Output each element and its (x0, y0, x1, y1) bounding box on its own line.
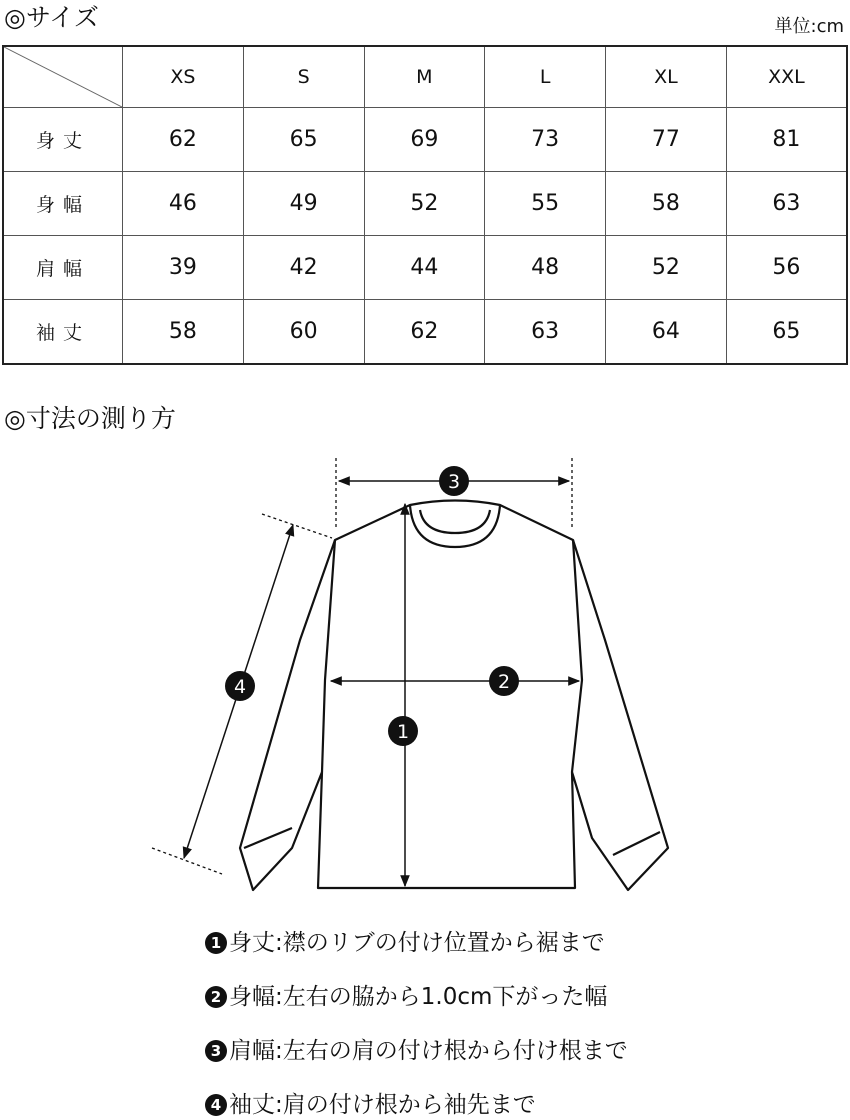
table-cell: 49 (243, 172, 364, 236)
marker-number: 4 (233, 676, 247, 698)
row-label: 身丈 (3, 108, 123, 172)
guide-lines (152, 458, 572, 874)
legend-text: 身幅:左右の脇から1.0cm下がった幅 (229, 984, 608, 1010)
legend-item (205, 1040, 628, 1063)
table-cell: 58 (606, 172, 727, 236)
table-cell: 42 (243, 236, 364, 300)
table-row (3, 108, 847, 172)
size-col-header: XS (123, 46, 244, 108)
table-cell: 64 (606, 300, 727, 365)
table-cell: 69 (364, 108, 485, 172)
marker-badge-3 (439, 466, 469, 496)
marker-badge: 4 (205, 1094, 227, 1116)
table-cell: 63 (485, 300, 606, 365)
size-section-title: ◎サイズ (4, 3, 99, 32)
table-cell: 65 (243, 108, 364, 172)
marker-badge: 3 (205, 1040, 227, 1062)
marker-number: 3 (447, 471, 461, 493)
size-col-header: M (364, 46, 485, 108)
size-col-header: XXL (726, 46, 847, 108)
table-cell: 52 (364, 172, 485, 236)
table-cell: 48 (485, 236, 606, 300)
table-cell: 60 (243, 300, 364, 365)
table-cell: 62 (364, 300, 485, 365)
legend-text: 袖丈:肩の付け根から袖先まで (229, 1092, 536, 1118)
corner-diagonal (4, 47, 122, 107)
table-cell: 73 (485, 108, 606, 172)
marker-badge: 2 (205, 986, 227, 1008)
table-cell: 81 (726, 108, 847, 172)
table-row (3, 300, 847, 365)
table-cell: 62 (123, 108, 244, 172)
legend-text: 肩幅:左右の肩の付け根から付け根まで (229, 1038, 628, 1064)
table-cell: 44 (364, 236, 485, 300)
table-cell: 65 (726, 300, 847, 365)
table-corner-cell (3, 46, 123, 108)
table-cell: 52 (606, 236, 727, 300)
row-label: 肩幅 (3, 236, 123, 300)
table-cell: 56 (726, 236, 847, 300)
table-cell: 63 (726, 172, 847, 236)
table-cell: 46 (123, 172, 244, 236)
unit-label: 単位:cm (774, 16, 844, 37)
marker-badge-4 (225, 671, 255, 701)
shirt-measurement-diagram (0, 440, 850, 900)
marker-number: 2 (497, 671, 511, 693)
legend-text: 身丈:襟のリブの付け位置から裾まで (229, 930, 605, 956)
size-col-header: XL (606, 46, 727, 108)
size-table (2, 45, 848, 365)
table-cell: 58 (123, 300, 244, 365)
table-row (3, 236, 847, 300)
legend-item (205, 1094, 536, 1117)
size-col-header: L (485, 46, 606, 108)
size-col-header: S (243, 46, 364, 108)
row-label: 身幅 (3, 172, 123, 236)
legend-item (205, 986, 607, 1009)
marker-badge: 1 (205, 932, 227, 954)
table-row (3, 172, 847, 236)
marker-number: 1 (396, 721, 410, 743)
table-cell: 55 (485, 172, 606, 236)
table-cell: 77 (606, 108, 727, 172)
shirt-outline (240, 501, 668, 891)
row-label: 袖丈 (3, 300, 123, 365)
measure-section-title: ◎寸法の測り方 (4, 404, 176, 433)
marker-badge-1 (388, 716, 418, 746)
legend-item (205, 932, 605, 955)
table-cell: 39 (123, 236, 244, 300)
marker-badge-2 (489, 666, 519, 696)
table-header-row (3, 46, 847, 108)
